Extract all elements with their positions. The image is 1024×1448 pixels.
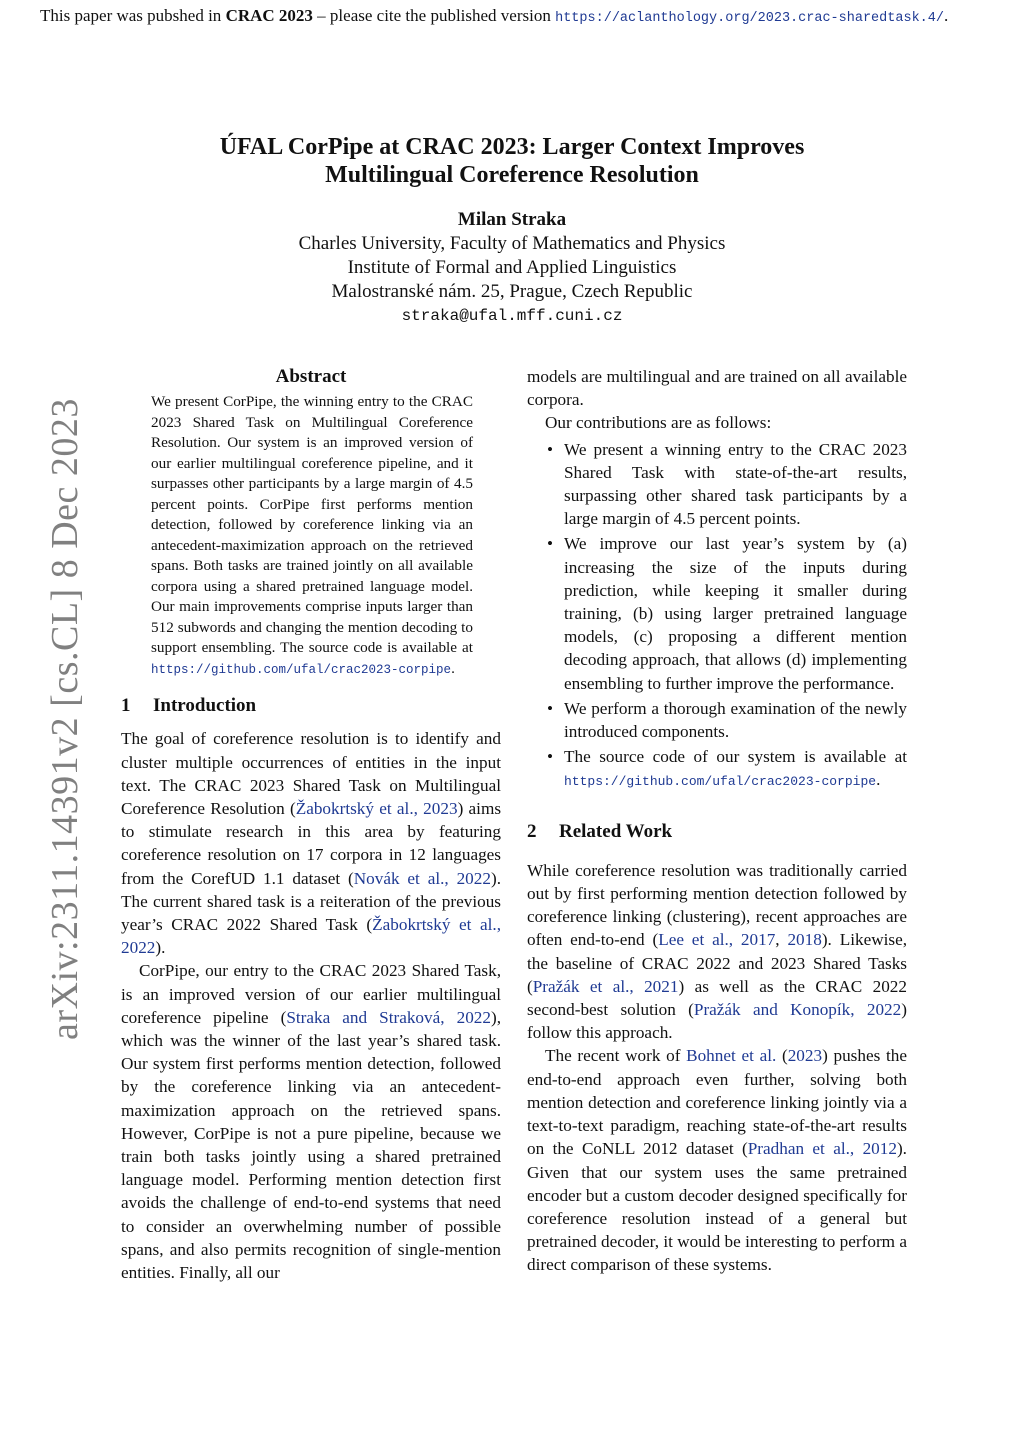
author-name: Milan Straka xyxy=(457,209,567,230)
text-span: The goal of coreference resolution is to identify and cluster multiple occurrences of entities in the input text. The CRAC 2023 Shared Task on Multilingual Coreference Resolution ( xyxy=(121,729,501,819)
bullet-icon: • xyxy=(547,698,554,718)
section-heading-introduction xyxy=(121,694,501,717)
contributions-intro: Our contributions are as follows: xyxy=(545,413,772,433)
text-span: ), which was the winner of the last year’s shared task. Our system first performs mention detection, followed by the coreference linking via an antecedent-maximization approach on the retrieved spans. However, CorPipe is not a pure pipeline, because we train both tasks jointly using a shared pretrained language model. Performing mention detection first avoids the challenge of end-to-end systems that need to consider an overwhelming number of possible spans, and also permits recognition of single-mention entities. Finally, all our xyxy=(121,1007,502,1283)
text-span: ). Given that our system uses the same pretrained encoder but a custom decoder designed specifically for coreference resolution instead of a general but pretrained decoder, it would be interesting to perform a direct comparison of these systems. xyxy=(527,1139,907,1275)
left-column xyxy=(121,365,501,1284)
section-heading-related-work xyxy=(527,820,907,843)
title-line-2: Multilingual Coreference Resolution xyxy=(325,162,699,188)
title-line-1: ÚFAL CorPipe at CRAC 2023: Larger Context Improves xyxy=(219,134,805,160)
text-span: ) aims to stimulate research in this area by featuring coreference resolution on 17 corpora in 12 languages from the CorefUD 1.1 dataset ( xyxy=(121,799,502,888)
right-column xyxy=(527,365,907,1277)
intro-paragraph-1 xyxy=(121,727,501,959)
code-link[interactable]: https://github.com/ufal/crac2023-corpipe xyxy=(151,662,452,677)
abstract-end: . xyxy=(451,659,455,677)
bullet-icon: • xyxy=(547,534,554,554)
arxiv-stamp: arXiv:2311.14391v2 [cs.CL] 8 Dec 2023 xyxy=(44,398,86,1040)
list-item-text: We improve our last year’s system by (a) increasing the size of the inputs during prediction, while keeping it smaller during training, (b) using larger pretrained language models, (c) proposing a different mention decoding approach, that allows (d) implementing ensembling to further improve the performance. xyxy=(564,534,907,693)
section-number: 2 xyxy=(527,820,537,842)
text-span: ). The current shared task is a reiteration of the previous year’s CRAC 2022 Shared Task ( xyxy=(121,868,501,935)
text-span: , xyxy=(775,930,788,950)
intro-paragraph-2 xyxy=(121,959,501,1284)
banner-prefix: This paper was pubshed in xyxy=(40,6,222,25)
citation-link[interactable]: 2023 xyxy=(787,1046,823,1066)
author-affiliation: Charles University, Faculty of Mathematics and Physics xyxy=(298,233,726,254)
contributions-list xyxy=(527,438,907,794)
citation-link[interactable]: Pradhan et al., 2012 xyxy=(747,1139,897,1159)
text-span: CorPipe, our entry to the CRAC 2023 Shared Task, is an improved version of our earlier multilingual coreference pipeline ( xyxy=(121,961,501,1027)
author-address: Malostranské nám. 25, Prague, Czech Republic xyxy=(331,281,693,302)
citation-link[interactable]: Bohnet et al. xyxy=(686,1046,777,1066)
citation-link[interactable]: Žabokrtský et al., 2022 xyxy=(121,915,501,958)
abstract-body: We present CorPipe, the winning entry to the CRAC 2023 Shared Task on Multilingual Coreference Resolution. Our system is an improved version of our earlier multilingual coreference pipeline, and it surpasses other participants by a large margin of 4.5 percent points. CorPipe first performs mention detection, followed by coreference linking via an antecedent-maximization approach on the retrieved spans. Both tasks are trained jointly on all available corpora using a shared pretrained language model. Our main improvements comprise inputs larger than 512 subwords and changing the mention decoding to support ensembling. The source code is available at xyxy=(151,393,473,657)
citation-link[interactable]: Pražák et al., 2021 xyxy=(532,976,679,996)
list-item xyxy=(527,745,907,793)
list-item-end: . xyxy=(876,770,881,790)
related-paragraph-2 xyxy=(527,1044,907,1276)
related-paragraph-1 xyxy=(527,859,907,1045)
text-span: ) pushes the end-to-end approach even further, solving both mention detection and coreference linking jointly via a text-to-text paradigm, reaching state-of-the-art results on the CoNLL 2012 dataset ( xyxy=(527,1046,907,1159)
text-span: ) as well as the CRAC 2022 second-best solution ( xyxy=(527,976,907,1020)
banner-suffix: . xyxy=(943,6,949,25)
citation-link[interactable]: Žabokrtský et al., 2023 xyxy=(295,799,458,819)
section-number: 1 xyxy=(121,695,131,717)
intro-continuation: models are multilingual and are trained on all available corpora. xyxy=(527,367,907,410)
section-title: Related Work xyxy=(559,820,673,842)
bullet-icon: • xyxy=(547,439,554,459)
banner-middle: – please cite the published version xyxy=(312,6,556,25)
citation-link[interactable]: Pražák and Konopík, 2022 xyxy=(693,1000,902,1020)
list-item-text: We present a winning entry to the CRAC 2023 Shared Task with state-of-the-art results, surpassing other shared task participants by a large margin of 4.5 percent points. xyxy=(564,439,907,529)
banner-venue: CRAC 2023 xyxy=(225,6,313,25)
list-item-text: We perform a thorough examination of the newly introduced components. xyxy=(564,698,907,742)
code-link[interactable]: https://github.com/ufal/crac2023-corpipe xyxy=(564,774,877,790)
text-span: While coreference resolution was traditionally carried out by first performing mention detection followed by coreference linking (clustering), recent approaches are often end-to-end ( xyxy=(527,860,907,950)
text-span: ). xyxy=(155,938,166,958)
section-title: Introduction xyxy=(153,695,257,717)
abstract-heading: Abstract xyxy=(275,366,347,387)
citation-link[interactable]: Straka and Straková, 2022 xyxy=(286,1007,491,1027)
list-item xyxy=(527,697,907,743)
published-version-link[interactable]: https://aclanthology.org/2023.crac-sharedtask.4/ xyxy=(555,11,944,26)
citation-link[interactable]: Novák et al., 2022 xyxy=(353,868,491,888)
text-span: ( xyxy=(776,1046,788,1066)
author-institute: Institute of Formal and Applied Linguistics xyxy=(347,257,677,278)
publication-banner xyxy=(40,6,1020,26)
citation-link[interactable]: Lee et al., 2017 xyxy=(658,930,776,950)
citation-link[interactable]: 2018 xyxy=(787,930,822,950)
text-span: ). Likewise, the baseline of CRAC 2022 and 2023 Shared Tasks ( xyxy=(527,930,907,996)
text-span: ) follow this approach. xyxy=(527,1000,907,1043)
author-block xyxy=(120,208,904,328)
abstract-text xyxy=(151,392,473,680)
list-item xyxy=(527,532,907,694)
author-email[interactable]: straka@ufal.mff.cuni.cz xyxy=(401,307,623,325)
list-item xyxy=(527,438,907,531)
text-span: The recent work of xyxy=(545,1046,687,1066)
paper-title xyxy=(120,133,904,189)
bullet-icon: • xyxy=(547,747,554,767)
list-item-text: The source code of our system is available at xyxy=(564,747,907,767)
